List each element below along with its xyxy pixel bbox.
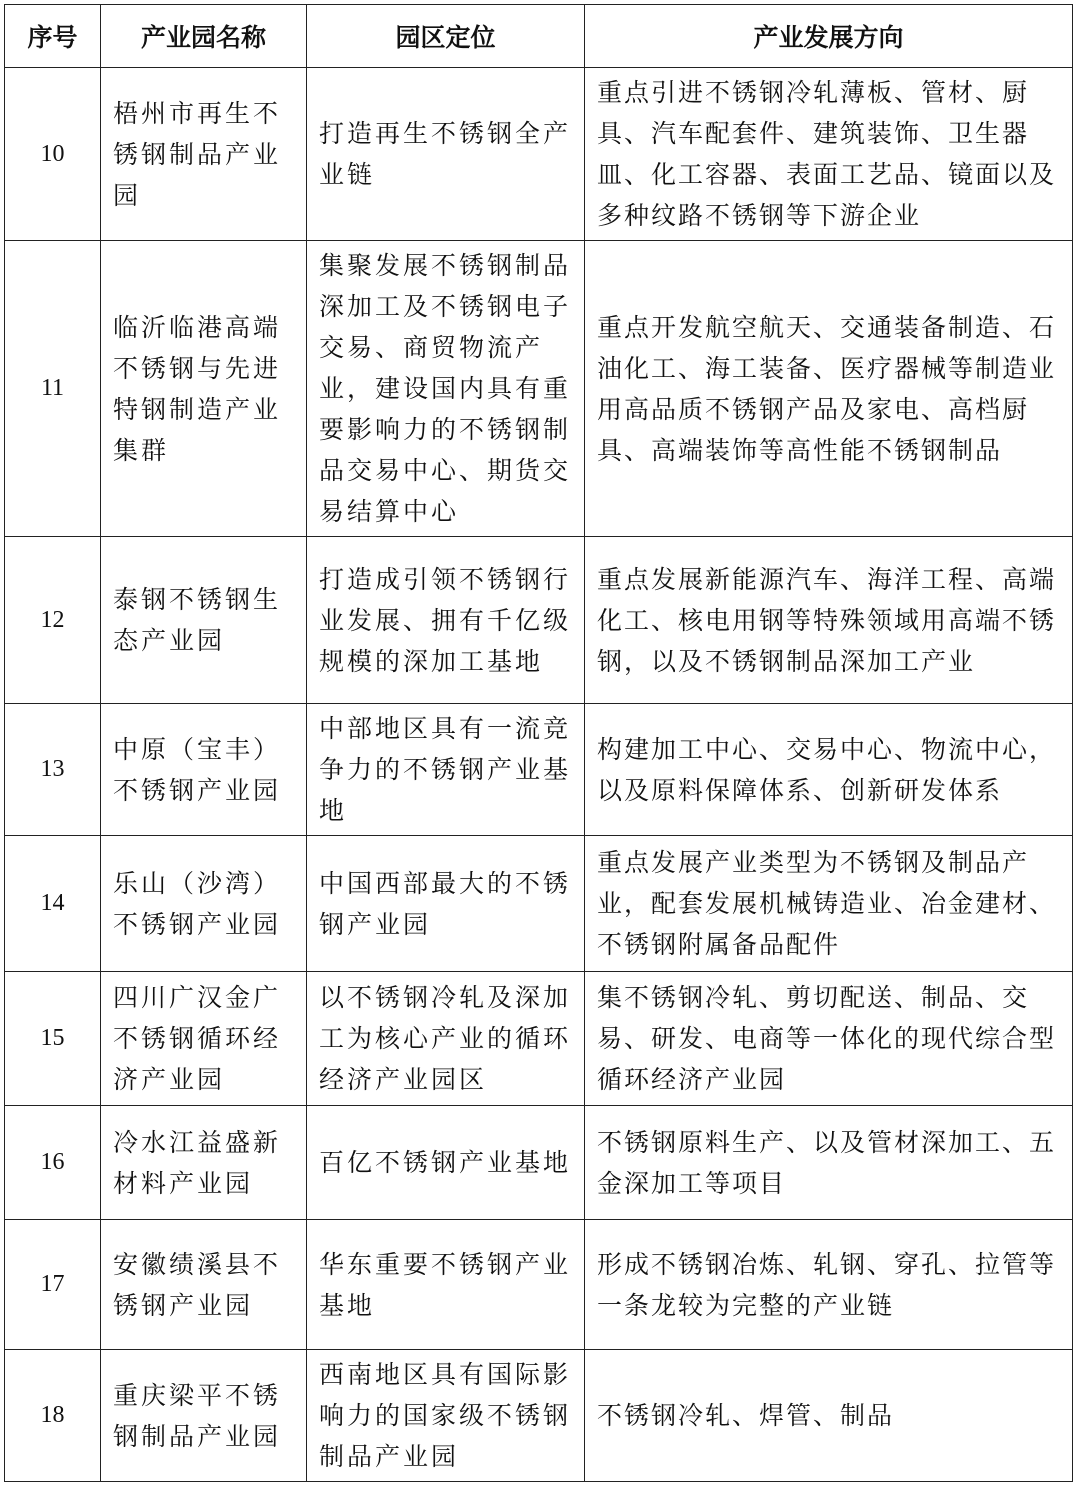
- row-park-position: 中部地区具有一流竞争力的不锈钢产业基地: [307, 704, 585, 836]
- row-park-name: 安徽绩溪县不锈钢产业园: [101, 1220, 307, 1350]
- row-park-position: 中国西部最大的不锈钢产业园: [307, 836, 585, 972]
- row-num: 10: [5, 68, 101, 241]
- row-park-position: 集聚发展不锈钢制品深加工及不锈钢电子交易、商贸物流产业，建设国内具有重要影响力的不锈钢制品交易中心、期货交易结算中心: [307, 241, 585, 537]
- table-row: [5, 1220, 1073, 1350]
- row-development-direction: 重点开发航空航天、交通装备制造、石油化工、海工装备、医疗器械等制造业用高品质不锈钢产品及家电、高档厨具、高端装饰等高性能不锈钢制品: [585, 241, 1073, 537]
- row-development-direction: 不锈钢原料生产、以及管材深加工、五金深加工等项目: [585, 1106, 1073, 1220]
- row-park-position: 打造再生不锈钢全产业链: [307, 68, 585, 241]
- row-num: 11: [5, 241, 101, 537]
- row-num: 15: [5, 972, 101, 1106]
- table-row: [5, 241, 1073, 537]
- table-row: [5, 836, 1073, 972]
- header-direction: 产业发展方向: [585, 5, 1073, 68]
- table-row: [5, 1350, 1073, 1482]
- header-position: 园区定位: [307, 5, 585, 68]
- table-row: [5, 537, 1073, 704]
- row-development-direction: 重点发展产业类型为不锈钢及制品产业，配套发展机械铸造业、冶金建材、不锈钢附属备品配件: [585, 836, 1073, 972]
- row-park-name: 重庆梁平不锈钢制品产业园: [101, 1350, 307, 1482]
- row-park-name: 冷水江益盛新材料产业园: [101, 1106, 307, 1220]
- row-num: 14: [5, 836, 101, 972]
- row-park-position: 百亿不锈钢产业基地: [307, 1106, 585, 1220]
- row-park-position: 西南地区具有国际影响力的国家级不锈钢制品产业园: [307, 1350, 585, 1482]
- row-development-direction: 重点引进不锈钢冷轧薄板、管材、厨具、汽车配套件、建筑装饰、卫生器皿、化工容器、表面工艺品、镜面以及多种纹路不锈钢等下游企业: [585, 68, 1073, 241]
- row-development-direction: 集不锈钢冷轧、剪切配送、制品、交易、研发、电商等一体化的现代综合型循环经济产业园: [585, 972, 1073, 1106]
- row-num: 18: [5, 1350, 101, 1482]
- row-num: 12: [5, 537, 101, 704]
- row-num: 13: [5, 704, 101, 836]
- table-row: [5, 704, 1073, 836]
- row-park-name: 泰钢不锈钢生态产业园: [101, 537, 307, 704]
- row-park-position: 以不锈钢冷轧及深加工为核心产业的循环经济产业园区: [307, 972, 585, 1106]
- row-park-name: 四川广汉金广不锈钢循环经济产业园: [101, 972, 307, 1106]
- row-num: 17: [5, 1220, 101, 1350]
- row-development-direction: 构建加工中心、交易中心、物流中心，以及原料保障体系、创新研发体系: [585, 704, 1073, 836]
- header-name: 产业园名称: [101, 5, 307, 68]
- row-park-position: 华东重要不锈钢产业基地: [307, 1220, 585, 1350]
- table-row: [5, 972, 1073, 1106]
- table-header-row: [5, 5, 1073, 68]
- row-park-name: 乐山（沙湾）不锈钢产业园: [101, 836, 307, 972]
- table-row: [5, 1106, 1073, 1220]
- row-park-name: 临沂临港高端不锈钢与先进特钢制造产业集群: [101, 241, 307, 537]
- row-development-direction: 形成不锈钢冶炼、轧钢、穿孔、拉管等一条龙较为完整的产业链: [585, 1220, 1073, 1350]
- row-num: 16: [5, 1106, 101, 1220]
- row-development-direction: 不锈钢冷轧、焊管、制品: [585, 1350, 1073, 1482]
- table-row: [5, 68, 1073, 241]
- industrial-park-table: [4, 4, 1073, 1482]
- row-park-position: 打造成引领不锈钢行业发展、拥有千亿级规模的深加工基地: [307, 537, 585, 704]
- row-park-name: 梧州市再生不锈钢制品产业园: [101, 68, 307, 241]
- row-development-direction: 重点发展新能源汽车、海洋工程、高端化工、核电用钢等特殊领域用高端不锈钢，以及不锈钢制品深加工产业: [585, 537, 1073, 704]
- header-num: 序号: [5, 5, 101, 68]
- row-park-name: 中原（宝丰）不锈钢产业园: [101, 704, 307, 836]
